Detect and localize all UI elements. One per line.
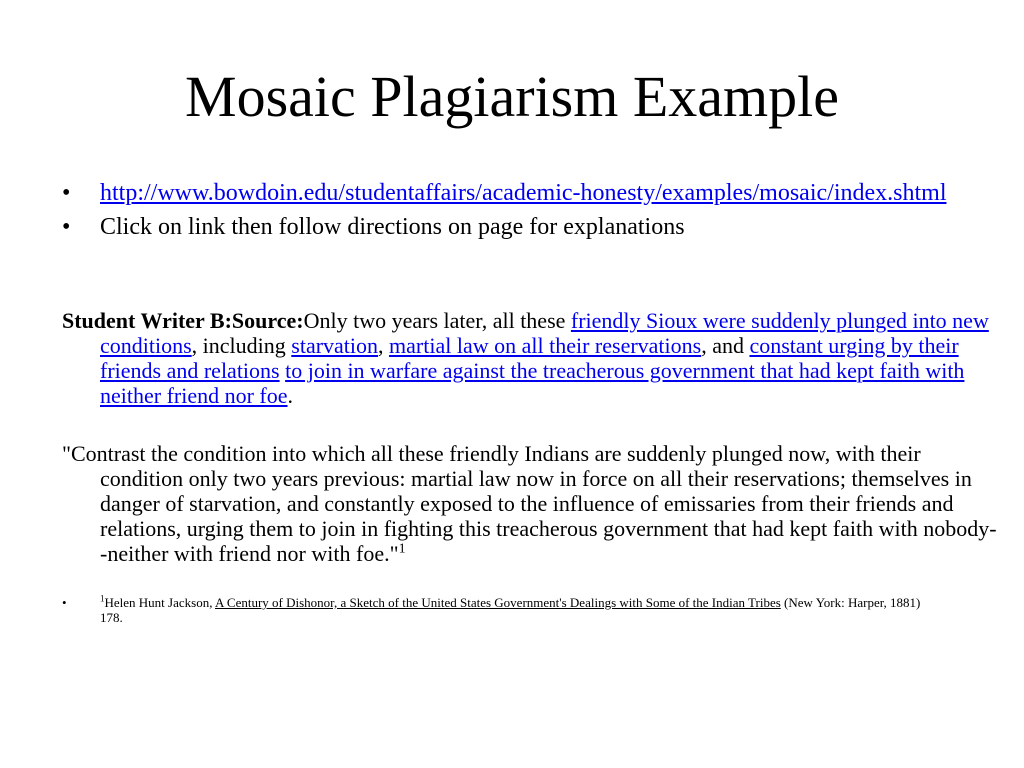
paragraph-text: . xyxy=(287,383,294,408)
link-starvation[interactable]: starvation xyxy=(291,333,379,358)
link-friendly-sioux[interactable]: friendly Sioux were suddenly plunged into new conditions xyxy=(100,308,989,358)
footnote-text xyxy=(100,595,942,625)
link-martial-law[interactable]: martial law on all their reservations xyxy=(389,333,702,358)
paragraph-text: , and xyxy=(701,333,750,358)
source-quote xyxy=(62,441,1000,566)
slide-title: Mosaic Plagiarism Example xyxy=(185,64,839,129)
link-join-warfare[interactable]: to join in warfare against the treacherous government that had kept faith with neither friend nor foe xyxy=(100,358,965,408)
bullet-marker: • xyxy=(62,180,71,206)
bullet-list xyxy=(62,180,962,248)
bullet-item-instructions xyxy=(62,214,962,240)
paragraph-text: , including xyxy=(191,333,292,358)
bullet-marker: • xyxy=(62,214,71,240)
bullet-item-link xyxy=(62,180,962,206)
paragraph-text: , xyxy=(378,333,390,358)
footnote-marker: • xyxy=(62,595,67,610)
paragraph-text: Only two years later, all these xyxy=(303,308,571,333)
bowdoin-link[interactable]: http://www.bowdoin.edu/studentaffairs/academic-honesty/examples/mosaic/index.shtml xyxy=(100,180,947,206)
footnote-citation: (New York: Harper, 1881) 178. xyxy=(100,595,921,625)
instructions-text: Click on link then follow directions on page for explanations xyxy=(100,214,685,240)
footnote-ref: 1 xyxy=(398,541,406,557)
link-constant-urging[interactable]: constant urging by their friends and relations xyxy=(100,333,959,383)
footnote xyxy=(62,595,942,625)
student-writer-label: Student Writer B:Source: xyxy=(62,308,304,333)
footnote-book-title: A Century of Dishonor, a Sketch of the United States Government's Dealings with Some of the Indian Tribes xyxy=(214,595,781,610)
footnote-author: Helen Hunt Jackson, xyxy=(104,595,215,610)
footnote-number: 1 xyxy=(100,593,105,604)
quote-text: "Contrast the condition into which all these friendly Indians are suddenly plunged now, with their condition only two years previous: martial law now in force on all their reservations; themselves in danger of starvation, and constantly exposed to the influence of emissaries from their friends and relations, urging them to join in fighting this treacherous government that had kept faith with nobody--neither with friend nor with foe." xyxy=(62,441,997,566)
student-writer-paragraph xyxy=(62,308,1000,408)
